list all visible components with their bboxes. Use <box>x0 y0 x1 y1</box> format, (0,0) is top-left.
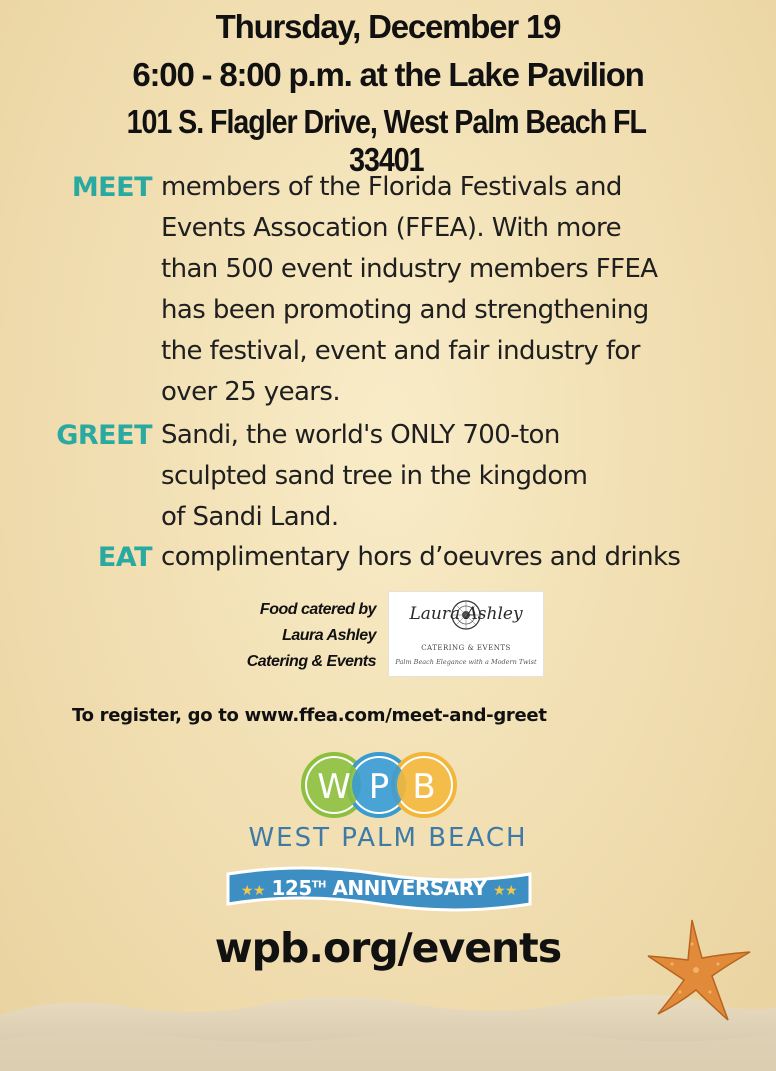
wpb-circles-logo <box>296 752 472 820</box>
catering-line: Catering & Events <box>246 653 376 670</box>
meet-line: over 25 years. <box>161 377 341 407</box>
laura-ashley-wordmark: Laura Ashley <box>409 604 523 624</box>
greet-line: sculpted sand tree in the kingdom <box>161 461 588 491</box>
star-icon: ★★ <box>492 883 518 899</box>
starfish-icon <box>644 914 756 1026</box>
register-link-text[interactable]: To register, go to www.ffea.com/meet-and-greet <box>72 705 547 726</box>
laura-ashley-logo <box>388 591 544 677</box>
eat-line: complimentary hors d’oeuvres and drinks <box>161 542 681 572</box>
catering-line: Laura Ashley <box>282 627 376 644</box>
meet-line: the festival, event and fair industry for <box>161 336 640 366</box>
event-address: 101 S. Flagler Drive, West Palm Beach FL 33401 <box>126 103 646 178</box>
w-letter: W <box>317 767 351 807</box>
meet-line: has been promoting and strengthening <box>161 295 649 325</box>
greet-keyword: GREET <box>56 420 152 451</box>
west-palm-beach-wordmark: WEST PALM BEACH <box>248 823 528 853</box>
eat-keyword: EAT <box>97 542 152 573</box>
greet-line: of Sandi Land. <box>161 502 339 532</box>
meet-line: Events Assocation (FFEA). With more <box>161 213 621 243</box>
meet-keyword: MEET <box>71 172 152 203</box>
event-time-location: 6:00 - 8:00 p.m. at the Lake Pavilion <box>132 56 644 93</box>
anniversary-suffix: TH <box>311 879 326 891</box>
laura-ashley-subtitle: CATERING & EVENTS <box>421 644 511 652</box>
catering-line: Food catered by <box>259 601 376 618</box>
star-icon: ★★ <box>240 883 266 899</box>
event-date: Thursday, December 19 <box>215 8 561 45</box>
laura-ashley-tagline: Palm Beach Elegance with a Modern Twist <box>395 658 537 666</box>
catering-credit <box>247 597 376 675</box>
p-letter: P <box>368 767 390 807</box>
events-url[interactable]: wpb.org/events <box>214 924 562 972</box>
anniversary-label <box>226 876 532 900</box>
meet-line: than 500 event industry members FFEA <box>161 254 658 284</box>
anniversary-word: ANNIVERSARY <box>332 876 487 900</box>
meet-line: members of the Florida Festivals and <box>161 172 622 202</box>
greet-line: Sandi, the world's ONLY 700-ton <box>161 420 560 450</box>
anniversary-number: 125 <box>271 876 312 900</box>
b-letter: B <box>412 767 436 807</box>
